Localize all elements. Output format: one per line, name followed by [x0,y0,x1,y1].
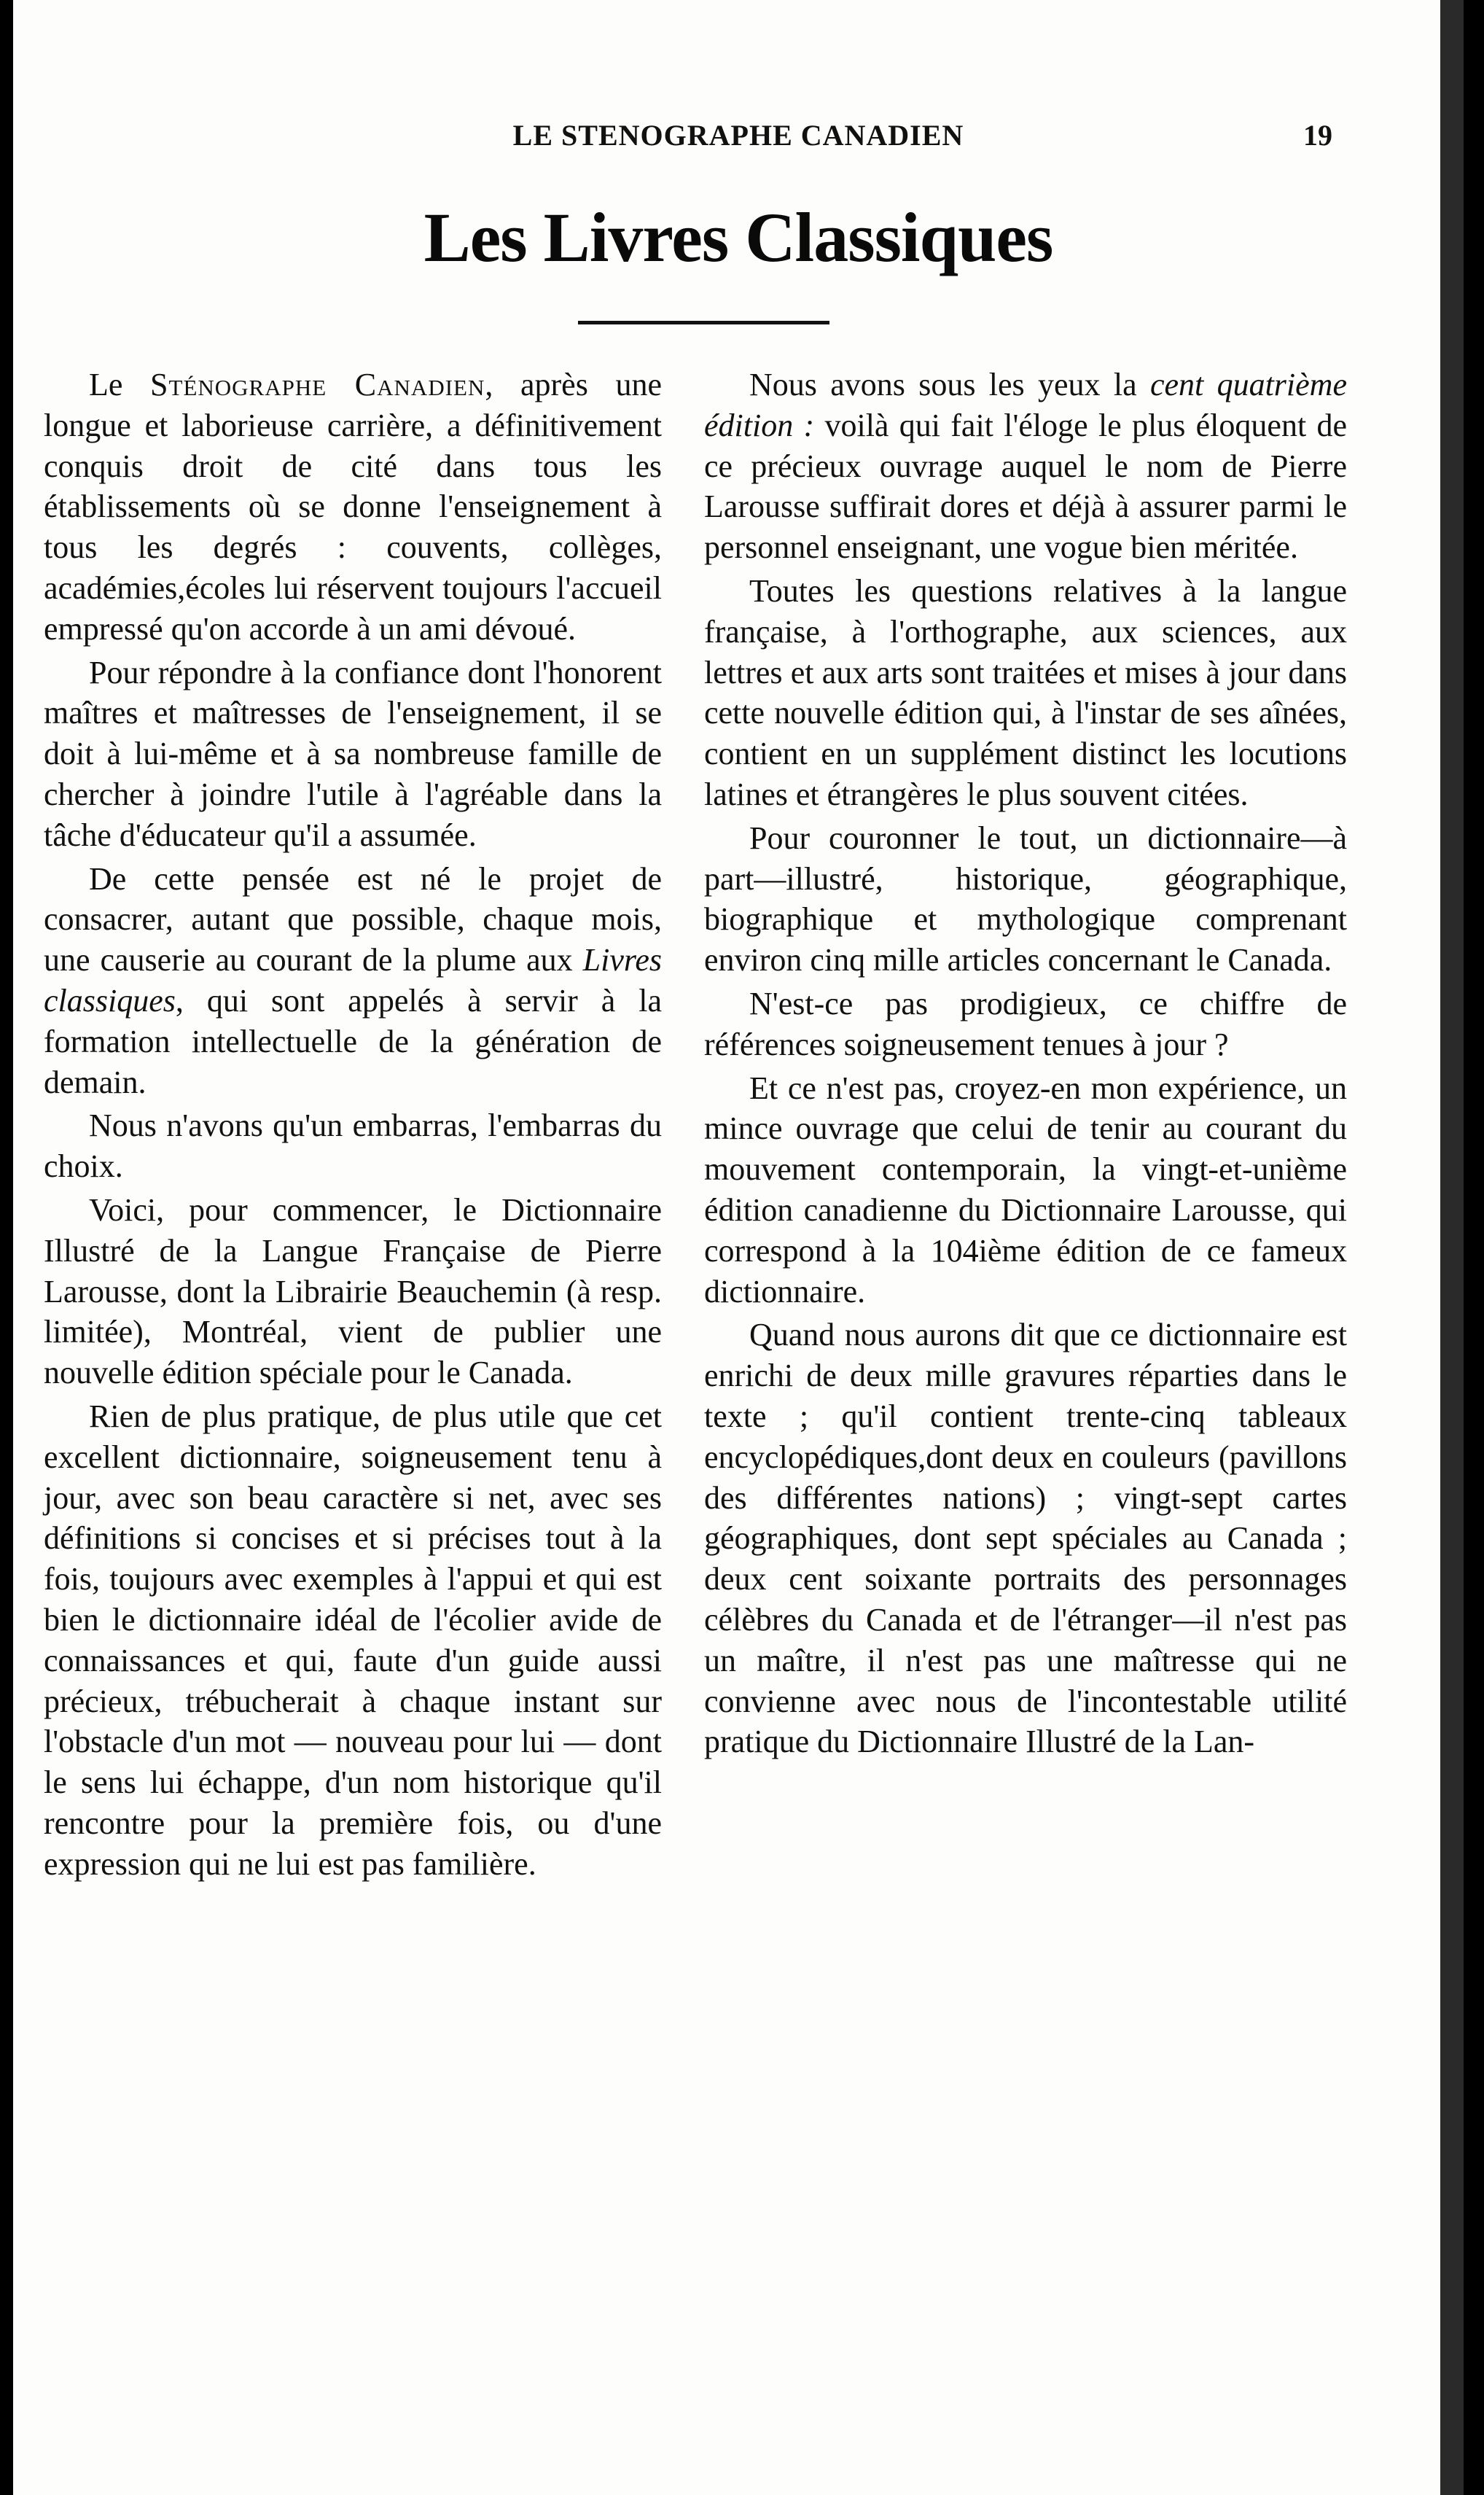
page [13,0,1464,2495]
right-paragraph-5: Et ce n'est pas, croyez-en mon expérience, un mince ouvrage que celui de tenir au courant du mouvement contemporain, la vingt-et-unième édition canadienne du Dictionnaire Larousse, qui correspond à la 104ième édition de ce fameux dictionnaire. [704,1070,1347,1309]
running-header [13,118,1464,162]
left-paragraph-3 [44,859,662,1103]
left-p3-lead: De cette pensée est né le projet de consacrer, autant que possible, chaque mois, une causerie au courant de la plume aux [44,860,662,978]
right-paragraph-4: N'est-ce pas prodigieux, ce chiffre de références soigneusement tenues à jour ? [704,985,1347,1062]
right-paragraph-2: Toutes les questions relatives à la langue française, à l'orthographe, aux sciences, aux lettres et aux arts sont traitées et mises à jour dans cette nouvelle édition qui, à l'instar de ses aînées, contient en un supplément distinct les locutions latines et étrangères le plus souvent citées. [704,572,1347,812]
left-column [44,365,662,1884]
right-paragraph-3: Pour couronner le tout, un dictionnaire—à part—illustré, historique, géographique, biographique et mythologique comprenant environ cinq mille articles concernant le Canada. [704,820,1347,978]
edition-italic: cent quatrième édition : [704,367,1347,443]
scan-edge [1440,0,1464,2495]
journal-name: Sténographe Canadien [150,367,485,402]
article-title: Les Livres Classiques [423,198,1053,276]
right-paragraph-1 [704,365,1347,568]
right-p1-rest: voilà qui fait l'éloge le plus éloquent de ce précieux ouvrage auquel le nom de Pierre Larousse suffirait dores et déjà à assurer parmi le personnel enseignant, une vogue bien méritée. [704,407,1347,566]
left-paragraph-6: Rien de plus pratique, de plus utile que cet excellent dictionnaire, soigneusement tenu à jour, avec son beau caractère si net, avec ses définitions si concises et si précises tout à la fois, toujours avec exemples à l'appui et qui est bien le dictionnaire idéal de l'écolier avide de connaissances et qui, faute d'un guide aussi précieux, trébucherait à chaque instant sur l'obstacle d'un mot — nouveau pour lui — dont le sens lui échappe, d'un nom historique qu'il rencontre pour la première fois, ou d'une expression qui ne lui est pas familière. [44,1398,662,1882]
page-number: 19 [1303,119,1332,152]
running-title: LE STENOGRAPHE CANADIEN [512,119,964,152]
left-paragraph-5: Voici, pour commencer, le Dictionnaire Illustré de la Langue Française de Pierre Larousse, dont la Librairie Beauchemin (à resp. limitée), Montréal, vient de publier une nouvelle édition spéciale pour le Canada. [44,1191,662,1391]
left-p1-rest: , après une longue et laborieuse carrière, a définitivement conquis droit de cité dans tous les établissements où se donne l'enseignement à tous les degrés : couvents, collèges, académies,écoles lui réservent toujours l'accueil empressé qu'on accorde à un ami dévoué. [44,367,662,647]
left-paragraph-2: Pour répondre à la confiance dont l'honorent maîtres et maîtresses de l'enseignement, il se doit à lui-même et à sa nombreuse famille de chercher à joindre l'utile à l'agréable dans la tâche d'éducateur qu'il a assumée. [44,654,662,853]
livres-classiques-italic: Livres classiques [44,942,662,1019]
title-rule [578,321,829,324]
left-p1-lead: Le [89,367,151,402]
right-paragraph-6: Quand nous aurons dit que ce dictionnaire est enrichi de deux mille gravures réparties dans le texte ; qu'il contient trente-cinq tableaux encyclopédiques,dont deux en couleurs (pavillons des différentes nations) ; vingt-sept cartes géographiques, dont sept spéciales au Canada ; deux cent soixante portraits des personnages célèbres du Canada et de l'étranger—il n'est pas un maître, il n'est pas une maîtresse qui ne convienne avec nous de l'incontestable utilité pratique du Dictionnaire Illustré de la Lan- [704,1317,1347,1760]
right-p1-lead: Nous avons sous les yeux la [749,367,1150,402]
right-column [704,365,1347,1762]
left-paragraph-1 [44,365,662,650]
left-p3-rest: , qui sont appelés à servir à la formation intellectuelle de la génération de demain. [44,982,662,1100]
left-paragraph-4: Nous n'avons qu'un embarras, l'embarras du choix. [44,1108,662,1185]
